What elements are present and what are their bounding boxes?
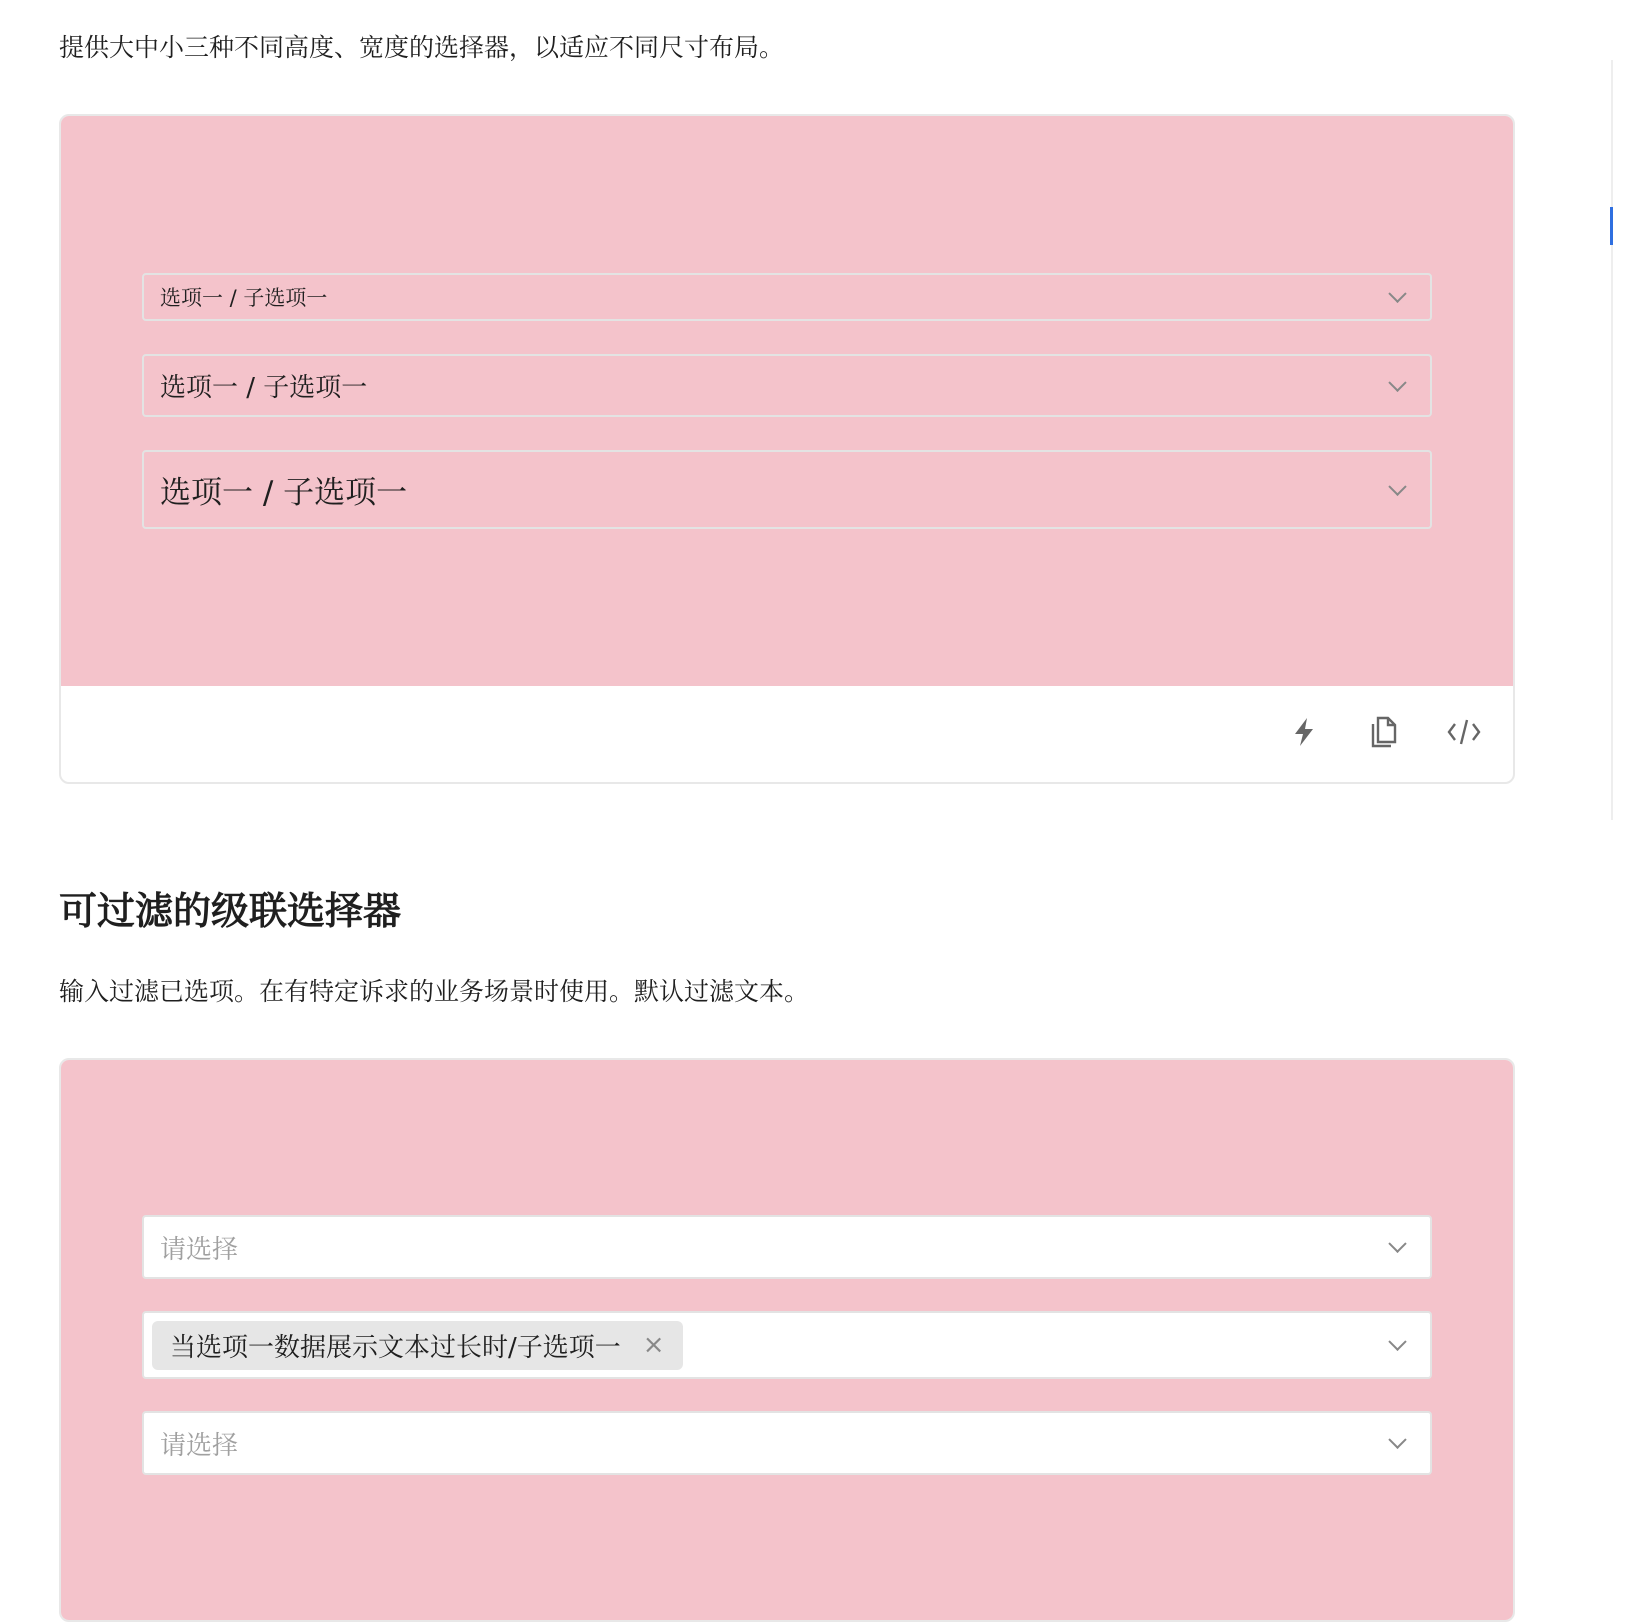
selected-value: 选项一 / 子选项一 — [160, 475, 408, 511]
cascader-filter-tag[interactable] — [142, 1311, 1432, 1379]
chevron-down-icon — [1388, 1235, 1406, 1253]
chevron-down-icon — [1388, 285, 1406, 303]
anchor-indicator — [1610, 207, 1613, 245]
size-demo-area — [61, 116, 1513, 686]
selected-value: 选项一 / 子选项一 — [160, 286, 328, 310]
code-icon[interactable] — [1446, 714, 1482, 750]
chevron-down-icon — [1388, 1333, 1406, 1351]
demo-toolbar — [61, 686, 1513, 780]
cascader-large[interactable] — [142, 450, 1432, 529]
intro-text: 提供大中小三种不同高度、宽度的选择器，以适应不同尺寸布局。 — [59, 33, 785, 62]
placeholder: 请选择 — [160, 1234, 239, 1265]
copy-icon[interactable] — [1366, 714, 1402, 750]
section-title: 可过滤的级联选择器 — [59, 889, 402, 933]
filter-demo-area — [61, 1060, 1513, 1620]
selected-tag — [152, 1321, 683, 1370]
size-demo-card — [59, 114, 1515, 784]
cascader-filter-input-2[interactable] — [142, 1411, 1432, 1475]
cascader-filter-input[interactable] — [142, 1215, 1432, 1279]
section-desc: 输入过滤已选项。在有特定诉求的业务场景时使用。默认过滤文本。 — [59, 977, 810, 1006]
close-icon[interactable]: × — [642, 1330, 665, 1360]
tag-label: 当选项一数据展示文本过长时/子选项一 — [170, 1332, 621, 1363]
selected-value: 选项一 / 子选项一 — [160, 373, 368, 403]
filter-demo-card — [59, 1058, 1515, 1622]
scrollbar-track[interactable] — [1611, 60, 1613, 820]
chevron-down-icon — [1388, 1431, 1406, 1449]
chevron-down-icon — [1388, 373, 1406, 391]
chevron-down-icon — [1388, 477, 1406, 495]
lightning-icon[interactable] — [1286, 714, 1322, 750]
placeholder: 请选择 — [160, 1430, 239, 1461]
cascader-small[interactable] — [142, 273, 1432, 321]
cascader-medium[interactable] — [142, 354, 1432, 417]
